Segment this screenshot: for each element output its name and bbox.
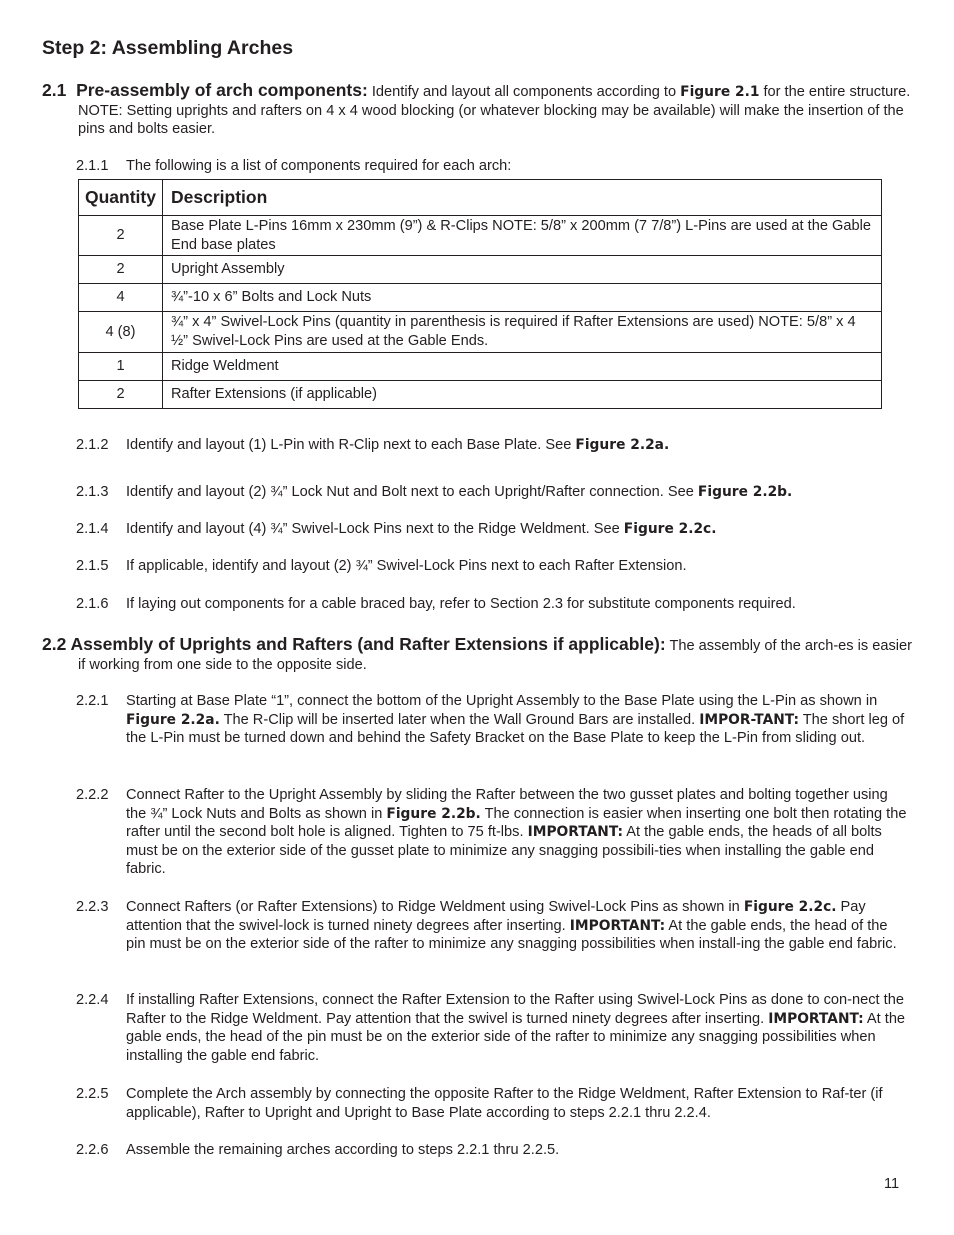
row-description: ¾” x 4” Swivel-Lock Pins (quantity in parenthesis is required if Rafter Extensions are used) NOTE: 5/8” x 4 ½” Swivel-Lock Pins are used at the Gable Ends. — [163, 312, 882, 353]
table-row — [79, 216, 882, 256]
row-quantity: 1 — [79, 353, 163, 381]
section-2-1-figure-ref: Figure 2.1 — [680, 84, 760, 100]
item-2-1-3-number: 2.1.3 — [76, 484, 109, 500]
item-2-1-5-number: 2.1.5 — [76, 558, 109, 574]
item-2-2-2-number: 2.2.2 — [76, 787, 109, 803]
header-description: Description — [163, 180, 882, 216]
section-2-2-title: Assembly of Uprights and Rafters (and Rafter Extensions if applicable): — [70, 634, 666, 654]
table-row — [79, 353, 882, 381]
item-2-2-2-important: IMPORTANT: — [527, 824, 624, 841]
item-2-2-3-text-c: At the gable ends, the head of the pin must be on the exterior side of the rafter to minimize any snagging possibilities when install-ing the gable end fabric. — [126, 917, 897, 953]
item-2-2-4-number: 2.2.4 — [76, 992, 109, 1008]
item-2-2-4-important: IMPORTANT: — [768, 1010, 864, 1027]
item-2-2-1-figure-ref: Figure 2.2a. — [126, 711, 220, 728]
row-description: Ridge Weldment — [163, 353, 882, 381]
item-2-2-4-text-b: At the gable ends, the head of the pin must be on the exterior side of the rafter to minimize any snagging possibilities when installing the gable end fabric. — [126, 1010, 906, 1064]
row-quantity: 4 — [79, 284, 163, 312]
section-2-1-title: Pre-assembly of arch components: — [76, 80, 368, 100]
section-2-1-number: 2.1 — [42, 80, 67, 100]
item-2-2-6-number: 2.2.6 — [76, 1142, 109, 1158]
row-quantity: 2 — [79, 216, 163, 256]
section-2-2-text: The assembly of the arch-es is easier if working from one side to the opposite side. — [78, 638, 912, 673]
item-2-1-2-text: Identify and layout (1) L-Pin with R-Clip next to each Base Plate. See — [126, 437, 576, 453]
table-row — [79, 312, 882, 353]
item-2-1-1-number: 2.1.1 — [76, 158, 109, 174]
item-2-2-1-number: 2.2.1 — [76, 693, 109, 709]
item-2-2-2-text-c: At the gable ends, the heads of all bolts must be on the exterior side of the gusset plate to minimize any snagging possibili-ties when installing the gable end fabric. — [126, 824, 882, 878]
page-heading: Step 2: Assembling Arches — [42, 37, 294, 59]
item-2-2-2-figure-ref: Figure 2.2b. — [386, 805, 481, 822]
section-2-2-number: 2.2 — [42, 634, 67, 654]
item-2-2-1-text-c: The short leg of the L-Pin must be turned down and behind the Safety Bracket on the Base Plate to keep the L-Pin from sliding out. — [126, 711, 905, 747]
item-2-2-3-text-b: Pay attention that the swivel-lock is turned ninety degrees after inserting. — [126, 899, 866, 934]
item-2-2-3-text-a: Connect Rafters (or Rafter Extensions) to Ridge Weldment using Swivel-Lock Pins as shown in — [126, 899, 744, 915]
section-2-1-text-a: Identify and layout all components according to — [367, 84, 681, 100]
item-2-1-6-text: If laying out components for a cable braced bay, refer to Section 2.3 for substitute components required. — [126, 596, 796, 612]
item-2-2-6-text: Assemble the remaining arches according to steps 2.2.1 thru 2.2.5. — [126, 1142, 560, 1158]
section-2-1 — [42, 81, 912, 139]
table-header-row — [79, 180, 882, 216]
item-2-1-3-figure-ref: Figure 2.2b. — [697, 484, 793, 500]
table-row — [79, 381, 882, 409]
item-2-1-6-number: 2.1.6 — [76, 596, 109, 612]
table-row — [79, 256, 882, 284]
item-2-1-4-number: 2.1.4 — [76, 521, 109, 537]
item-2-2-2-text-b: The connection is easier when inserting one bolt then rotating the rafter until the second bolt hole is aligned. Tighten to 75 ft-lbs. — [126, 805, 907, 841]
item-2-2-5-text: Complete the Arch assembly by connecting the opposite Rafter to the Ridge Weldment, Rafter Extension to Raf-ter (if applicable), Rafter to Upright and Upright to Base Plate according to steps 2.2.1 thru 2.2.4. — [126, 1086, 883, 1121]
row-quantity: 2 — [79, 256, 163, 284]
item-2-1-4-figure-ref: Figure 2.2c. — [623, 521, 717, 537]
item-2-2-1-important: IMPOR-TANT: — [699, 711, 799, 728]
page-number: 11 — [884, 1176, 900, 1192]
section-2-2 — [42, 635, 912, 674]
item-2-2-3-number: 2.2.3 — [76, 899, 109, 915]
item-2-1-4-text: Identify and layout (4) ¾” Swivel-Lock Pins next to the Ridge Weldment. See — [126, 521, 624, 537]
item-2-1-3-text: Identify and layout (2) ¾” Lock Nut and Bolt next to each Upright/Rafter connection. See — [126, 484, 698, 500]
row-quantity: 4 (8) — [79, 312, 163, 353]
item-2-1-5-text: If applicable, identify and layout (2) ¾” Swivel-Lock Pins next to each Rafter Extension. — [126, 558, 687, 574]
header-quantity: Quantity — [79, 180, 163, 216]
item-2-1-1-text: The following is a list of components required for each arch: — [126, 158, 512, 174]
item-2-2-2-text-a: Connect Rafter to the Upright Assembly by sliding the Rafter between the two gusset plates and bolting together using the ¾” Lock Nuts and Bolts as shown in — [126, 787, 888, 822]
section-2-1-text-b: for the entire structure. NOTE: Setting uprights and rafters on 4 x 4 wood blocking (or whatever blocking may be available) will make the insertion of the pins and bolts easier. — [78, 84, 911, 138]
row-description: Base Plate L-Pins 16mm x 230mm (9”) & R-Clips NOTE: 5/8” x 200mm (7 7/8”) L-Pins are used at the Gable End base plates — [163, 216, 882, 256]
item-2-2-3-figure-ref: Figure 2.2c. — [743, 899, 837, 915]
item-2-1-2-figure-ref: Figure 2.2a. — [575, 437, 670, 453]
row-description: Upright Assembly — [163, 256, 882, 284]
item-2-2-1-text-a: Starting at Base Plate “1”, connect the bottom of the Upright Assembly to the Base Plate using the L-Pin as shown in — [126, 693, 878, 709]
item-2-2-4-text-a: If installing Rafter Extensions, connect the Rafter Extension to the Rafter using Swivel-Lock Pins as done to con-nect the Rafter to the Ridge Weldment. Pay attention that the swivel is turned ninety degrees after inserting. — [126, 992, 904, 1027]
item-2-2-3-important: IMPORTANT: — [569, 917, 666, 934]
row-description: Rafter Extensions (if applicable) — [163, 381, 882, 409]
table-row — [79, 284, 882, 312]
row-description: ¾”-10 x 6” Bolts and Lock Nuts — [163, 284, 882, 312]
item-2-2-1-text-b: The R-Clip will be inserted later when the Wall Ground Bars are installed. — [219, 711, 700, 728]
row-quantity: 2 — [79, 381, 163, 409]
item-2-2-5-number: 2.2.5 — [76, 1086, 109, 1102]
components-table — [78, 179, 882, 409]
item-2-1-2-number: 2.1.2 — [76, 437, 109, 453]
